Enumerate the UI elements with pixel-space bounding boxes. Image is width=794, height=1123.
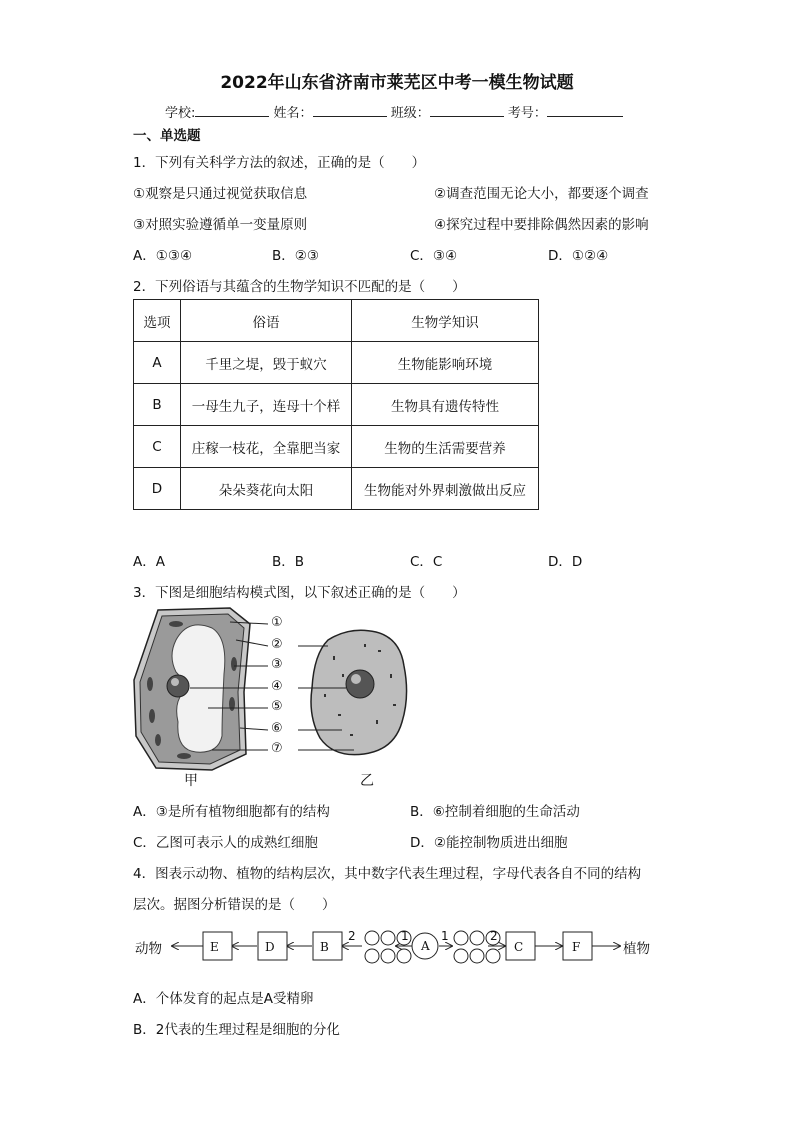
figure-label-2: ② — [271, 637, 283, 652]
table-row — [134, 384, 539, 426]
box-b-label: B — [320, 940, 329, 954]
q1-stem: 1．下列有关科学方法的叙述，正确的是（ ） — [133, 155, 426, 171]
table-cell: A — [134, 342, 181, 384]
header-cell: 俗语 — [181, 300, 352, 342]
figure-label-7: ⑦ — [271, 741, 283, 756]
chloroplast — [177, 753, 191, 759]
center-a-label: A — [421, 939, 430, 953]
name-blank — [313, 102, 387, 117]
exam-no-label: 考号： — [507, 106, 547, 121]
chloroplast — [169, 621, 183, 627]
process-1-right: 1 — [441, 929, 449, 943]
table-row — [134, 468, 539, 510]
table-cell: D — [134, 468, 181, 510]
class-label: 班级： — [390, 106, 430, 121]
box-c-label: C — [514, 940, 524, 954]
animal-nucleus — [346, 670, 374, 698]
q1-option-b: B．②③ — [272, 248, 319, 264]
table-cell: 生物能影响环境 — [352, 342, 539, 384]
table-cell: B — [134, 384, 181, 426]
table-cell: 生物能对外界刺激做出反应 — [352, 468, 539, 510]
school-blank — [195, 102, 269, 117]
process-2-right: 2 — [490, 929, 498, 943]
q4-option-a: A．个体发育的起点是A受精卵 — [133, 991, 314, 1007]
cell-structure-figure — [128, 604, 418, 792]
table-header-row — [134, 300, 539, 342]
name-label: 姓名： — [273, 106, 313, 121]
plant-label: 植物 — [623, 941, 650, 957]
q1-option-a: A．①③④ — [133, 248, 193, 264]
chloroplast — [155, 734, 161, 746]
chloroplast — [229, 697, 235, 711]
exam-no-blank — [547, 102, 623, 117]
q2-option-b: B．B — [272, 554, 305, 570]
table-row — [134, 342, 539, 384]
box-d-label: D — [265, 940, 275, 954]
table-cell: 千里之堤，毁于蚁穴 — [181, 342, 352, 384]
class-blank — [430, 102, 504, 117]
table-cell: 生物的生活需要营养 — [352, 426, 539, 468]
table-cell: 生物具有遗传特性 — [352, 384, 539, 426]
q4-stem-line1: 4．图表示动物、植物的结构层次，其中数字代表生理过程，字母代表各自不同的结构 — [133, 866, 642, 882]
process-2-left: 2 — [348, 929, 356, 943]
q3-option-b: B．⑥控制着细胞的生命活动 — [410, 804, 580, 820]
table-row — [134, 426, 539, 468]
plant-nucleus — [167, 675, 189, 697]
chloroplast — [147, 677, 153, 691]
process-1-left: 1 — [401, 929, 409, 943]
table-cell: 庄稼一枝花，全靠肥当家 — [181, 426, 352, 468]
figure-label-5: ⑤ — [271, 699, 283, 714]
header-cell: 选项 — [134, 300, 181, 342]
student-info-line — [165, 102, 623, 121]
q3-stem: 3．下图是细胞结构模式图，以下叙述正确的是（ ） — [133, 585, 466, 601]
table-cell: C — [134, 426, 181, 468]
q1-option-d: D．①②④ — [548, 248, 609, 264]
chloroplast — [231, 657, 237, 671]
figure-label-6: ⑥ — [271, 721, 283, 736]
plant-nucleolus — [171, 678, 179, 686]
figure-label-4: ④ — [271, 679, 283, 694]
school-label: 学校: — [165, 106, 196, 121]
q2-option-a: A．A — [133, 554, 165, 570]
q2-option-d: D．D — [548, 554, 583, 570]
cell-a-label: 甲 — [184, 773, 198, 789]
q1-statement: ③对照实验遵循单一变量原则 — [133, 217, 308, 233]
q4-option-b: B．2代表的生理过程是细胞的分化 — [133, 1022, 340, 1038]
q2-table — [133, 299, 539, 510]
cell-b-label: 乙 — [360, 773, 374, 789]
q3-option-c: C．乙图可表示人的成熟红细胞 — [133, 835, 318, 851]
box-e-label: E — [210, 940, 219, 954]
animal-label: 动物 — [135, 941, 162, 957]
animal-nucleolus — [351, 674, 361, 684]
q1-statement: ①观察是只通过视觉获取信息 — [133, 186, 308, 202]
q3-option-d: D．②能控制物质进出细胞 — [410, 835, 568, 851]
chloroplast — [149, 709, 155, 723]
figure-label-1: ① — [271, 615, 283, 630]
q2-option-c: C．C — [410, 554, 443, 570]
table-cell: 一母生九子，连母十个样 — [181, 384, 352, 426]
q1-statement: ②调查范围无论大小，都要逐个调查 — [434, 186, 649, 202]
section-heading: 一、单选题 — [133, 128, 201, 144]
q1-option-c: C．③④ — [410, 248, 458, 264]
page-title: 2022年山东省济南市莱芜区中考一模生物试题 — [220, 73, 574, 93]
q1-statement: ④探究过程中要排除偶然因素的影响 — [434, 217, 649, 233]
q3-option-a: A．③是所有植物细胞都有的结构 — [133, 804, 330, 820]
table-cell: 朵朵葵花向太阳 — [181, 468, 352, 510]
box-f-label: F — [572, 940, 581, 954]
q4-stem-line2: 层次。据图分析错误的是（ ） — [133, 897, 336, 913]
q2-stem: 2．下列俗语与其蕴含的生物学知识不匹配的是（ ） — [133, 279, 466, 295]
figure-label-3: ③ — [271, 657, 283, 672]
header-cell: 生物学知识 — [352, 300, 539, 342]
